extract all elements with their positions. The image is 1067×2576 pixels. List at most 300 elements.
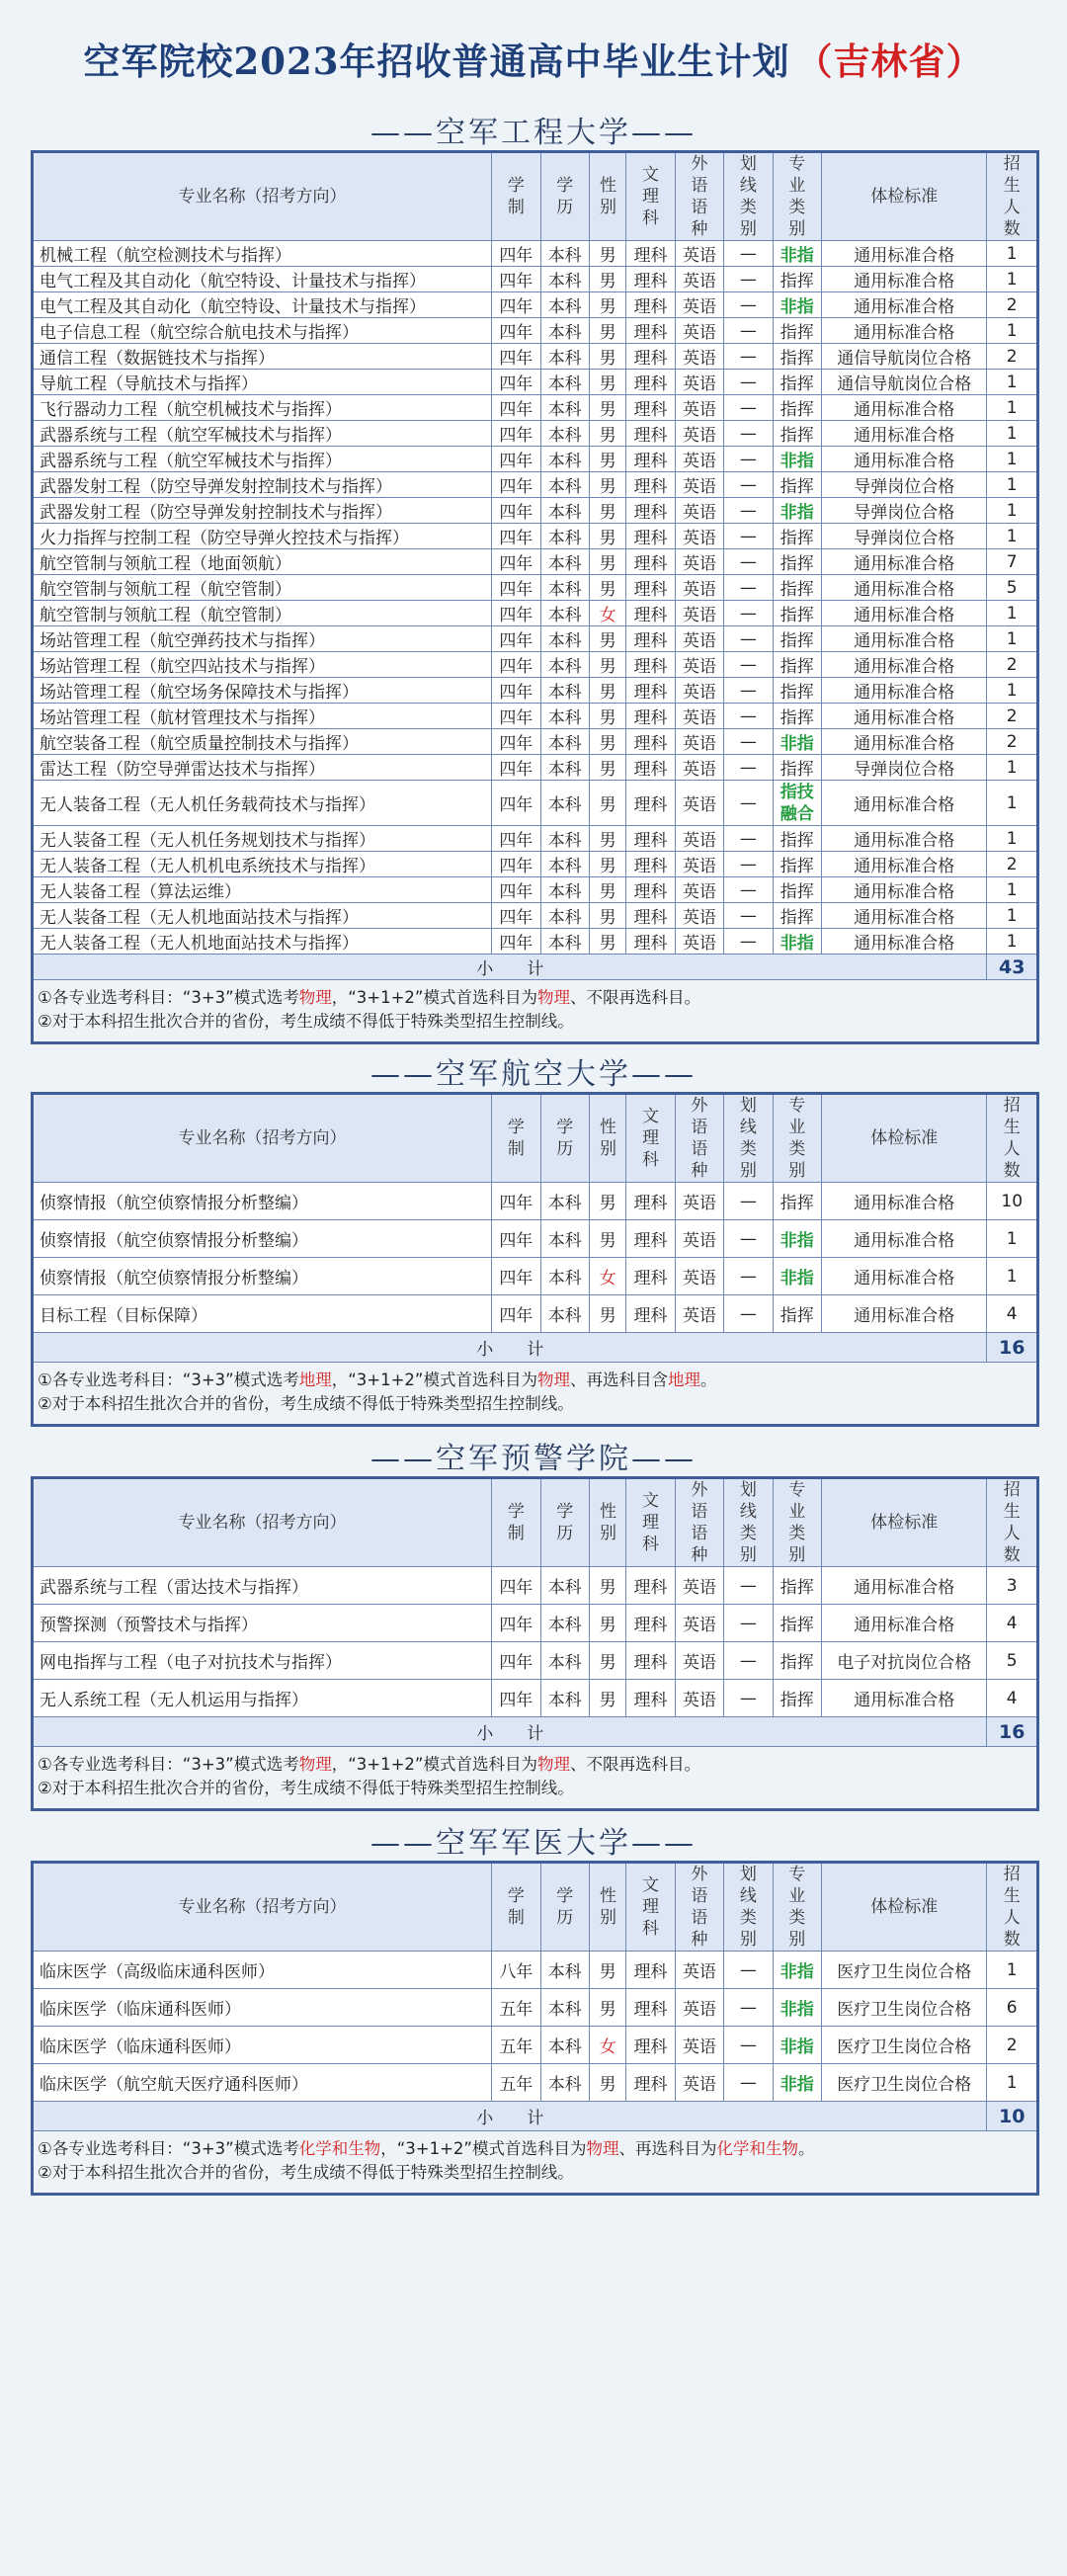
table-row (33, 1605, 1038, 1642)
note-text: ②对于本科招生批次合并的省份，考生成绩不得低于特殊类型招生控制线。 (38, 1012, 574, 1031)
cell-track: 理科 (626, 498, 675, 524)
column-header-cat: 专业类别 (773, 1478, 821, 1567)
note-line (38, 1753, 1032, 1777)
column-header-degree: 学历 (540, 1094, 589, 1183)
cell-cat: 指挥 (773, 626, 821, 652)
cell-std: 通用标准合格 (821, 652, 986, 678)
cell-cat: 指挥 (773, 903, 821, 929)
note-text: 、不限再选科目。 (569, 988, 700, 1007)
cell-degree: 本科 (540, 421, 589, 447)
cell-count: 1 (987, 929, 1038, 955)
cell-years: 四年 (492, 370, 540, 395)
cell-line: — (724, 781, 773, 826)
cell-lang: 英语 (675, 903, 723, 929)
cell-std: 通用标准合格 (821, 877, 986, 903)
school-title: ——空军航空大学—— (370, 1057, 697, 1092)
cell-lang: 英语 (675, 1220, 723, 1258)
cell-count: 1 (987, 498, 1038, 524)
cell-track: 理科 (626, 903, 675, 929)
cell-track: 理科 (626, 2064, 675, 2102)
cell-count: 1 (987, 781, 1038, 826)
cell-line: — (724, 318, 773, 344)
cell-name: 飞行器动力工程（航空机械技术与指挥） (33, 395, 492, 421)
cell-years: 四年 (492, 852, 540, 877)
cell-cat: 指技融合 (773, 781, 821, 826)
cell-count: 2 (987, 704, 1038, 729)
cell-gender: 男 (589, 877, 625, 903)
cell-name: 武器发射工程（防空导弹发射控制技术与指挥） (33, 472, 492, 498)
table-row (33, 498, 1038, 524)
cell-cat: 非指 (773, 929, 821, 955)
plan-table (31, 1092, 1039, 1427)
cell-line: — (724, 729, 773, 755)
cell-degree: 本科 (540, 318, 589, 344)
cell-cat: 非指 (773, 1220, 821, 1258)
cell-lang: 英语 (675, 1605, 723, 1642)
cell-lang: 英语 (675, 1295, 723, 1333)
table-row (33, 678, 1038, 704)
cell-degree: 本科 (540, 2027, 589, 2064)
cell-std: 通用标准合格 (821, 267, 986, 292)
column-header-cat: 专业类别 (773, 152, 821, 241)
cell-std: 通用标准合格 (821, 1295, 986, 1333)
table-row (33, 344, 1038, 370)
column-header-count: 招生人数 (987, 1863, 1038, 1952)
subtotal-label: 小 计 (33, 955, 987, 980)
notes-row (33, 2131, 1038, 2195)
cell-count: 6 (987, 1989, 1038, 2027)
cell-degree: 本科 (540, 292, 589, 318)
cell-line: — (724, 601, 773, 626)
cell-cat: 指挥 (773, 1642, 821, 1680)
column-header-years: 学制 (492, 1094, 540, 1183)
cell-years: 四年 (492, 1295, 540, 1333)
note-line (38, 1392, 1032, 1416)
cell-lang: 英语 (675, 826, 723, 852)
cell-std: 通用标准合格 (821, 626, 986, 652)
cell-count: 1 (987, 826, 1038, 852)
column-header-track: 文理科 (626, 1094, 675, 1183)
note-text: ，“3+1+2”模式首选科目为 (331, 1755, 537, 1774)
note-line (38, 2161, 1032, 2185)
cell-count: 2 (987, 852, 1038, 877)
cell-gender: 男 (589, 267, 625, 292)
cell-name: 无人装备工程（算法运维） (33, 877, 492, 903)
cell-years: 四年 (492, 781, 540, 826)
cell-years: 四年 (492, 678, 540, 704)
cell-cat: 非指 (773, 2027, 821, 2064)
cell-cat: 指挥 (773, 826, 821, 852)
cell-years: 四年 (492, 549, 540, 575)
cell-cat: 非指 (773, 447, 821, 472)
note-text: ，“3+1+2”模式首选科目为 (331, 988, 537, 1007)
cell-track: 理科 (626, 344, 675, 370)
subtotal-row (33, 1333, 1038, 1363)
cell-name: 临床医学（临床通科医师） (33, 2027, 492, 2064)
cell-gender: 男 (589, 1220, 625, 1258)
notes-cell (33, 1363, 1038, 1426)
cell-std: 通用标准合格 (821, 601, 986, 626)
cell-years: 四年 (492, 524, 540, 549)
subtotal-label: 小 计 (33, 1333, 987, 1363)
cell-degree: 本科 (540, 344, 589, 370)
cell-years: 四年 (492, 755, 540, 781)
note-text: ，“3+1+2”模式首选科目为 (331, 1371, 537, 1389)
cell-years: 四年 (492, 1642, 540, 1680)
cell-degree: 本科 (540, 498, 589, 524)
cell-years: 四年 (492, 903, 540, 929)
table-row (33, 292, 1038, 318)
note-highlight: 地理 (667, 1371, 700, 1389)
cell-cat: 指挥 (773, 1680, 821, 1717)
cell-count: 7 (987, 549, 1038, 575)
cell-degree: 本科 (540, 755, 589, 781)
cell-cat: 指挥 (773, 1295, 821, 1333)
note-highlight: 地理 (298, 1371, 332, 1389)
cell-degree: 本科 (540, 1183, 589, 1220)
cell-std: 通用标准合格 (821, 1220, 986, 1258)
cell-line: — (724, 1680, 773, 1717)
school-section (0, 1827, 1067, 2196)
table-row (33, 2027, 1038, 2064)
cell-years: 四年 (492, 395, 540, 421)
cell-degree: 本科 (540, 652, 589, 678)
cell-count: 1 (987, 1220, 1038, 1258)
cell-name: 雷达工程（防空导弹雷达技术与指挥） (33, 755, 492, 781)
note-text: ②对于本科招生批次合并的省份，考生成绩不得低于特殊类型招生控制线。 (38, 1779, 574, 1797)
table-row (33, 1258, 1038, 1295)
column-header-cat: 专业类别 (773, 1094, 821, 1183)
cell-std: 导弹岗位合格 (821, 755, 986, 781)
cell-cat: 非指 (773, 1952, 821, 1989)
table-row (33, 903, 1038, 929)
notes-row (33, 1363, 1038, 1426)
cell-lang: 英语 (675, 1952, 723, 1989)
cell-track: 理科 (626, 1258, 675, 1295)
cell-years: 五年 (492, 2064, 540, 2102)
cell-name: 侦察情报（航空侦察情报分析整编） (33, 1258, 492, 1295)
cell-lang: 英语 (675, 447, 723, 472)
column-header-name: 专业名称（招考方向） (33, 1478, 492, 1567)
column-header-track: 文理科 (626, 152, 675, 241)
cell-track: 理科 (626, 1989, 675, 2027)
cell-name: 电气工程及其自动化（航空特设、计量技术与指挥） (33, 267, 492, 292)
cell-std: 导弹岗位合格 (821, 498, 986, 524)
table-row (33, 395, 1038, 421)
cell-track: 理科 (626, 1295, 675, 1333)
sections-container (0, 117, 1067, 2196)
cell-degree: 本科 (540, 524, 589, 549)
cell-track: 理科 (626, 447, 675, 472)
cell-cat: 指挥 (773, 877, 821, 903)
cell-cat: 指挥 (773, 472, 821, 498)
table-row (33, 241, 1038, 267)
table-row (33, 1642, 1038, 1680)
cell-std: 通用标准合格 (821, 549, 986, 575)
cell-degree: 本科 (540, 1989, 589, 2027)
cell-years: 四年 (492, 1183, 540, 1220)
cell-count: 1 (987, 524, 1038, 549)
cell-lang: 英语 (675, 1567, 723, 1605)
cell-degree: 本科 (540, 678, 589, 704)
cell-name: 机械工程（航空检测技术与指挥） (33, 241, 492, 267)
school-section (0, 1443, 1067, 1811)
column-header-track: 文理科 (626, 1863, 675, 1952)
cell-degree: 本科 (540, 267, 589, 292)
cell-line: — (724, 929, 773, 955)
cell-years: 四年 (492, 241, 540, 267)
cell-line: — (724, 1220, 773, 1258)
cell-years: 四年 (492, 1258, 540, 1295)
cell-line: — (724, 472, 773, 498)
cell-cat: 指挥 (773, 704, 821, 729)
cell-years: 四年 (492, 421, 540, 447)
cell-line: — (724, 1989, 773, 2027)
cell-count: 1 (987, 267, 1038, 292)
cell-name: 无人装备工程（无人机任务规划技术与指挥） (33, 826, 492, 852)
page-title (0, 0, 1067, 117)
cell-cat: 指挥 (773, 549, 821, 575)
cell-gender: 男 (589, 524, 625, 549)
cell-gender: 男 (589, 1989, 625, 2027)
cell-line: — (724, 1642, 773, 1680)
cell-gender: 男 (589, 1680, 625, 1717)
cell-degree: 本科 (540, 1952, 589, 1989)
cell-cat: 非指 (773, 729, 821, 755)
cell-track: 理科 (626, 652, 675, 678)
cell-track: 理科 (626, 929, 675, 955)
table-row (33, 318, 1038, 344)
table-row (33, 267, 1038, 292)
cell-cat: 指挥 (773, 652, 821, 678)
cell-lang: 英语 (675, 575, 723, 601)
cell-line: — (724, 370, 773, 395)
cell-years: 四年 (492, 318, 540, 344)
note-text: 、不限再选科目。 (569, 1755, 700, 1774)
cell-degree: 本科 (540, 781, 589, 826)
column-header-years: 学制 (492, 152, 540, 241)
cell-track: 理科 (626, 729, 675, 755)
cell-gender: 男 (589, 1952, 625, 1989)
cell-name: 场站管理工程（航空四站技术与指挥） (33, 652, 492, 678)
note-highlight: 物理 (298, 988, 332, 1007)
table-row (33, 447, 1038, 472)
cell-gender: 男 (589, 626, 625, 652)
cell-track: 理科 (626, 626, 675, 652)
cell-line: — (724, 549, 773, 575)
table-row (33, 729, 1038, 755)
cell-track: 理科 (626, 575, 675, 601)
cell-years: 四年 (492, 1680, 540, 1717)
cell-track: 理科 (626, 852, 675, 877)
table-row (33, 2064, 1038, 2102)
table-row (33, 704, 1038, 729)
cell-years: 四年 (492, 575, 540, 601)
cell-gender: 男 (589, 549, 625, 575)
cell-std: 导弹岗位合格 (821, 524, 986, 549)
table-row (33, 755, 1038, 781)
cell-name: 场站管理工程（航空场务保障技术与指挥） (33, 678, 492, 704)
column-header-lang: 外语语种 (675, 1478, 723, 1567)
school-section (0, 1058, 1067, 1427)
cell-std: 通用标准合格 (821, 1258, 986, 1295)
table-row (33, 1680, 1038, 1717)
cell-lang: 英语 (675, 2027, 723, 2064)
cell-count: 2 (987, 652, 1038, 678)
cell-track: 理科 (626, 318, 675, 344)
cell-std: 通用标准合格 (821, 704, 986, 729)
cell-gender: 男 (589, 1642, 625, 1680)
cell-std: 通用标准合格 (821, 1680, 986, 1717)
cell-cat: 非指 (773, 498, 821, 524)
subtotal-value: 16 (987, 1717, 1038, 1747)
cell-name: 临床医学（高级临床通科医师） (33, 1952, 492, 1989)
table-header-row (33, 1094, 1038, 1183)
column-header-gender: 性别 (589, 1863, 625, 1952)
cell-count: 1 (987, 447, 1038, 472)
cell-std: 通用标准合格 (821, 1605, 986, 1642)
column-header-std: 体检标准 (821, 152, 986, 241)
cell-gender: 男 (589, 241, 625, 267)
cell-gender: 女 (589, 2027, 625, 2064)
table-row (33, 1295, 1038, 1333)
table-row (33, 575, 1038, 601)
table-row (33, 1183, 1038, 1220)
cell-gender: 男 (589, 472, 625, 498)
cell-track: 理科 (626, 755, 675, 781)
subtotal-label: 小 计 (33, 2102, 987, 2131)
cell-count: 1 (987, 472, 1038, 498)
cell-std: 通用标准合格 (821, 395, 986, 421)
cell-lang: 英语 (675, 1680, 723, 1717)
notes-cell (33, 980, 1038, 1043)
cell-cat: 指挥 (773, 678, 821, 704)
cell-line: — (724, 421, 773, 447)
cell-years: 四年 (492, 447, 540, 472)
table-row (33, 370, 1038, 395)
cell-count: 1 (987, 1258, 1038, 1295)
cell-line: — (724, 826, 773, 852)
cell-track: 理科 (626, 472, 675, 498)
cell-cat: 指挥 (773, 1183, 821, 1220)
cell-lang: 英语 (675, 678, 723, 704)
cell-years: 五年 (492, 2027, 540, 2064)
note-text: 、再选科目为 (618, 2139, 717, 2158)
plan-table (31, 1476, 1039, 1811)
cell-name: 航空管制与领航工程（地面领航） (33, 549, 492, 575)
cell-lang: 英语 (675, 318, 723, 344)
cell-line: — (724, 1567, 773, 1605)
column-header-degree: 学历 (540, 152, 589, 241)
cell-count: 1 (987, 370, 1038, 395)
column-header-line: 划线类别 (724, 152, 773, 241)
cell-line: — (724, 2027, 773, 2064)
column-header-count: 招生人数 (987, 1094, 1038, 1183)
cell-years: 五年 (492, 1989, 540, 2027)
cell-lang: 英语 (675, 472, 723, 498)
note-highlight: 化学和生物 (716, 2139, 798, 2158)
cell-line: — (724, 395, 773, 421)
cell-name: 侦察情报（航空侦察情报分析整编） (33, 1183, 492, 1220)
cell-lang: 英语 (675, 704, 723, 729)
cell-lang: 英语 (675, 1183, 723, 1220)
cell-years: 四年 (492, 1220, 540, 1258)
cell-years: 四年 (492, 929, 540, 955)
school-section (0, 117, 1067, 1044)
plan-table (31, 1861, 1039, 2196)
cell-count: 2 (987, 292, 1038, 318)
cell-name: 临床医学（临床通科医师） (33, 1989, 492, 2027)
cell-years: 四年 (492, 498, 540, 524)
cell-line: — (724, 267, 773, 292)
cell-cat: 非指 (773, 292, 821, 318)
column-header-count: 招生人数 (987, 152, 1038, 241)
cell-track: 理科 (626, 267, 675, 292)
cell-cat: 指挥 (773, 267, 821, 292)
cell-gender: 男 (589, 704, 625, 729)
cell-name: 无人装备工程（无人机机电系统技术与指挥） (33, 852, 492, 877)
column-header-years: 学制 (492, 1863, 540, 1952)
cell-degree: 本科 (540, 729, 589, 755)
cell-count: 4 (987, 1295, 1038, 1333)
cell-lang: 英语 (675, 755, 723, 781)
note-highlight: 物理 (536, 1755, 570, 1774)
cell-cat: 指挥 (773, 370, 821, 395)
cell-std: 通用标准合格 (821, 903, 986, 929)
cell-track: 理科 (626, 877, 675, 903)
cell-count: 1 (987, 601, 1038, 626)
subtotal-value: 10 (987, 2102, 1038, 2131)
cell-name: 武器系统与工程（雷达技术与指挥） (33, 1567, 492, 1605)
cell-line: — (724, 755, 773, 781)
note-highlight: 物理 (536, 1371, 570, 1389)
cell-degree: 本科 (540, 1680, 589, 1717)
cell-name: 电子信息工程（航空综合航电技术与指挥） (33, 318, 492, 344)
note-text: ②对于本科招生批次合并的省份，考生成绩不得低于特殊类型招生控制线。 (38, 2163, 574, 2182)
cell-cat: 非指 (773, 1989, 821, 2027)
table-header-row (33, 152, 1038, 241)
cell-std: 通用标准合格 (821, 678, 986, 704)
column-header-std: 体检标准 (821, 1863, 986, 1952)
notes-cell (33, 2131, 1038, 2195)
column-header-name: 专业名称（招考方向） (33, 152, 492, 241)
cell-gender: 男 (589, 318, 625, 344)
cell-line: — (724, 852, 773, 877)
cell-track: 理科 (626, 241, 675, 267)
column-header-name: 专业名称（招考方向） (33, 1863, 492, 1952)
table-header-row (33, 1478, 1038, 1567)
cell-std: 通用标准合格 (821, 1567, 986, 1605)
cell-lang: 英语 (675, 549, 723, 575)
cell-gender: 男 (589, 447, 625, 472)
cell-name: 航空装备工程（航空质量控制技术与指挥） (33, 729, 492, 755)
cell-line: — (724, 292, 773, 318)
cell-count: 4 (987, 1605, 1038, 1642)
cell-name: 通信工程（数据链技术与指挥） (33, 344, 492, 370)
cell-years: 四年 (492, 1605, 540, 1642)
cell-degree: 本科 (540, 1567, 589, 1605)
cell-name: 预警探测（预警技术与指挥） (33, 1605, 492, 1642)
cell-line: — (724, 1258, 773, 1295)
cell-gender: 男 (589, 781, 625, 826)
note-highlight: 物理 (536, 988, 570, 1007)
cell-years: 四年 (492, 267, 540, 292)
cell-cat: 指挥 (773, 852, 821, 877)
cell-std: 通用标准合格 (821, 575, 986, 601)
cell-cat: 指挥 (773, 575, 821, 601)
column-header-degree: 学历 (540, 1478, 589, 1567)
cell-years: 四年 (492, 344, 540, 370)
